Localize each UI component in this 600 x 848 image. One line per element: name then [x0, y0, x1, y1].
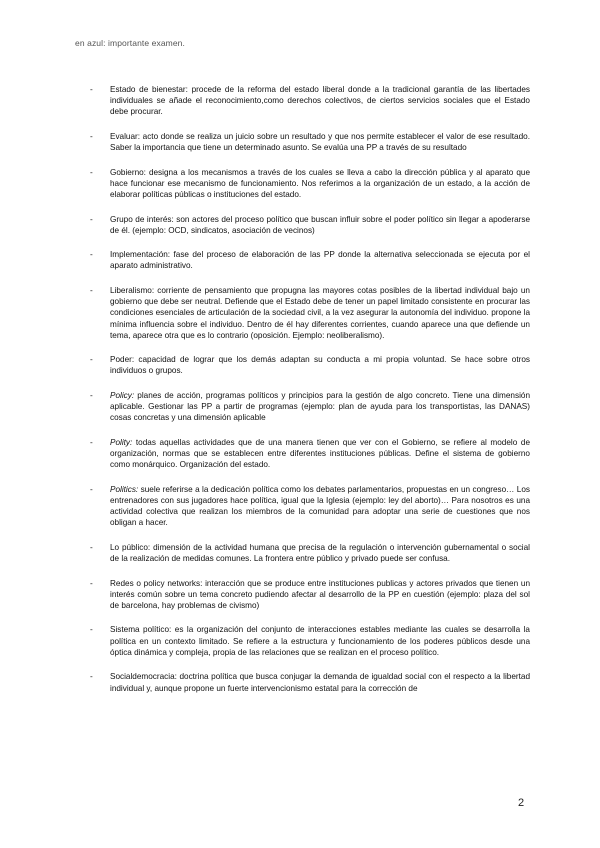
entry-text: [110, 84, 530, 118]
glossary-entry: [90, 484, 530, 529]
entry-term: Poder:: [110, 355, 135, 365]
entry-definition: es la organización del conjunto de interacciones estables mediante las cuales se desarrolla la política en un contexto limitado. Se refiere a la estructura y funcionamiento de los poderes públicos desde una óptica dinámica y compleja, propia de las relaciones que se realizan en el proceso político.: [110, 625, 530, 657]
list-dash: -: [90, 354, 93, 365]
entry-term: Evaluar:: [110, 131, 141, 141]
entry-text: [110, 542, 530, 564]
glossary-entry: [90, 131, 530, 153]
glossary-entry: [90, 214, 530, 236]
entry-text: [110, 285, 530, 341]
entry-term: Implementación:: [110, 250, 171, 260]
list-dash: -: [90, 249, 93, 260]
entry-definition: fase del proceso de elaboración de las PP donde la alternativa seleccionada se ejecuta por el aparato administrativo.: [110, 250, 530, 271]
entry-definition: dimensión de la actividad humana que precisa de la regulación o intervención gubernamental o social de la realización de medidas comunes. La frontera entre público y privado puede ser confusa.: [110, 542, 530, 564]
glossary-entry: [90, 390, 530, 424]
entry-term: Policy:: [110, 390, 135, 400]
list-dash: -: [90, 624, 93, 635]
entry-definition: corriente de pensamiento que propugna las mayores cotas posibles de la libertad individual bajo un gobierno que debe ser neutral. Defiende que el Estado debe de tener un papel limitado consistente en procurar las condiciones esenciales de articulación de la sociedad civil, a la vez asegurar la autonomía del individuo. propone la mínima influencia sobre el individuo. Dentro de él hay diferentes corrientes, cuando aparece una que defiende un tema, aparece otra que es lo contrario (oposición. Ejemplo: neoliberalismo).: [110, 285, 530, 340]
entry-term: Gobierno:: [110, 167, 146, 177]
glossary-entry: [90, 624, 530, 658]
entry-text: [110, 624, 530, 658]
entry-definition: planes de acción, programas políticos y principios para la gestión de algo concreto. Tiene una dimensión aplicable. Gestionar las PP a partir de programas (ejemplo: plan de ayuda para los transportistas, las DANAS) cosas concretas y una dimensión aplicable: [110, 390, 530, 423]
glossary-entry: [90, 671, 530, 693]
glossary-entry: [90, 437, 530, 471]
page-number: 2: [518, 797, 525, 809]
list-dash: -: [90, 541, 93, 552]
entry-term: Grupo de interés:: [110, 214, 174, 224]
list-dash: -: [90, 213, 93, 224]
entry-term: Socialdemocracia:: [110, 672, 177, 682]
entry-definition: todas aquellas actividades que de una manera tienen que ver con el Gobierno, se refiere al modelo de organización, normas que se establecen entre diferentes instituciones públicas. Define el sistema de gobierno como monárquico. Organización del estado.: [110, 437, 530, 470]
list-dash: -: [90, 671, 93, 682]
glossary-entry: [90, 84, 530, 118]
glossary-entry: [90, 167, 530, 201]
entry-term: Lo público:: [110, 542, 151, 552]
entry-text: [110, 131, 530, 153]
entry-text: [110, 671, 530, 693]
entry-text: [110, 390, 530, 424]
entry-term: Liberalismo:: [110, 285, 155, 295]
list-dash: -: [90, 284, 93, 295]
list-dash: -: [90, 436, 93, 447]
entry-term: Polity:: [110, 437, 133, 447]
entry-definition: procede de la reforma del estado liberal donde a la tradicional garantía de las libertades individuales se añade el reconocimiento,como derechos colectivos, de ciertos servicios sociales que el Estado debe procurar.: [110, 85, 530, 117]
list-dash: -: [90, 483, 93, 494]
glossary-entry: [90, 285, 530, 341]
entry-term: Estado de bienestar:: [110, 85, 188, 94]
list-dash: -: [90, 84, 93, 94]
list-dash: -: [90, 130, 93, 141]
glossary-entry: [90, 542, 530, 564]
entry-term: Politics:: [110, 484, 139, 494]
entry-text: [110, 437, 530, 471]
list-dash: -: [90, 166, 93, 177]
entry-definition: suele referirse a la dedicación política como los debates parlamentarios, propuestas en un congreso… Los entrenadores con sus jugadores hace política, igual que la Iglesia (ejemplo: ley del aborto)… Para nosotros es una actividad colectiva que realizan los miembros de la comunidad para adoptar una serie de cuestiones que nos obligan a hacer.: [110, 484, 530, 528]
entry-definition: capacidad de lograr que los demás adaptan su conducta a mi propia voluntad. Se hace sobre otros individuos o grupos.: [110, 355, 530, 376]
entry-definition: interacción que se produce entre instituciones publicas y actores privados que tienen un interés común sobre un tema concreto pudiendo afectar al desarrollo de la PP en cuestión (ejemplo: plaza del sol de barcelona, hay problemas de civismo): [110, 578, 530, 610]
entry-text: [110, 354, 530, 376]
entry-text: [110, 167, 530, 201]
entry-term: Sistema político:: [110, 625, 172, 635]
entry-text: [110, 484, 530, 529]
entry-text: [110, 214, 530, 236]
entry-text: [110, 249, 530, 271]
entry-term: Redes o policy networks:: [110, 578, 203, 588]
glossary-entry: [90, 578, 530, 612]
glossary-list: [90, 84, 530, 707]
entry-definition: son actores del proceso político que buscan influir sobre el poder político sin llegar a apoderarse de él. (ejemplo: OCD, sindicatos, asociación de vecinos): [110, 214, 530, 235]
entry-definition: acto donde se realiza un juicio sobre un resultado y que nos permite establecer el valor de ese resultado. Saber la importancia que tiene un determinado asunto. Se evalúa una PP a través de su resultado: [110, 131, 530, 153]
entry-definition: designa a los mecanismos a través de los cuales se lleva a cabo la dirección pública y al aparato que hace funcionar ese mecanismo de funcionamiento. Nos referimos a la organización de un estado, a la acción de elaborar políticas públicas o instituciones del estado.: [110, 167, 530, 200]
entry-definition: doctrina política que busca conjugar la demanda de igualdad social con el respecto a la libertad individual y, aunque propone un fuerte intervencionismo estatal para la corrección de: [110, 672, 530, 693]
page-header-note: en azul: importante examen.: [75, 38, 185, 48]
entry-text: [110, 578, 530, 612]
list-dash: -: [90, 389, 93, 400]
list-dash: -: [90, 577, 93, 588]
glossary-entry: [90, 354, 530, 376]
glossary-entry: [90, 249, 530, 271]
